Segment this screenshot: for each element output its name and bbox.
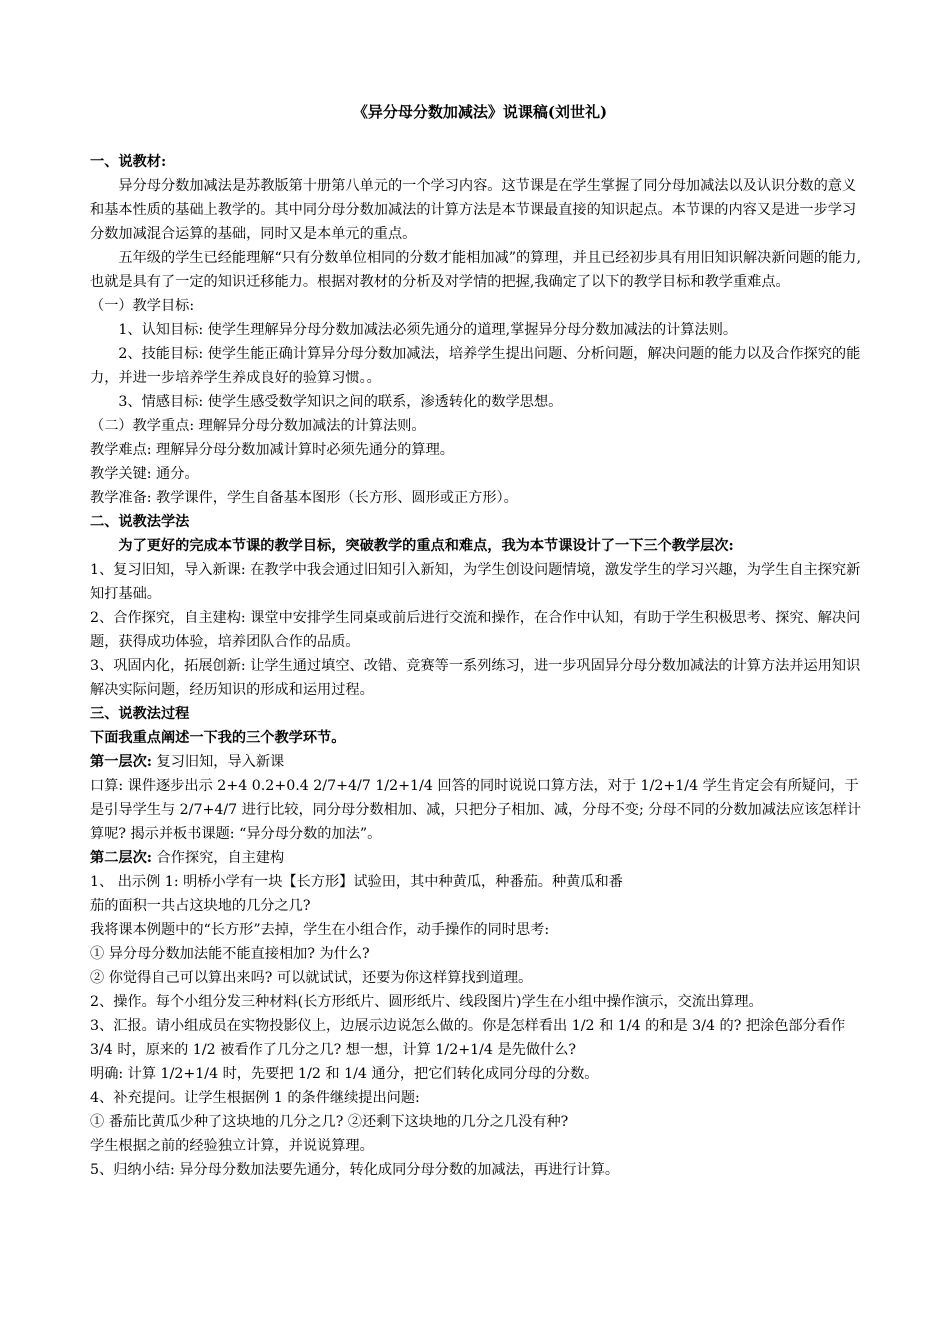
section-heading-methods: 二、说教法学法	[90, 514, 190, 530]
goal-item: 2、技能目标: 使学生能正确计算异分母分数加减法，培养学生提出问题、分析问题，解决问题的能力以及合作探究的能力，并进一步培养学生养成良好的验算习惯。。	[90, 346, 861, 386]
layer-two	[90, 846, 870, 870]
example-line: 我将课本例题中的“长方形”去掉，学生在小组合作，动手操作的同时思考:	[90, 922, 550, 938]
extra-answer: 学生根据之前的经验独立计算，并说说算理。	[90, 1138, 374, 1154]
process-intro: 下面我重点阐述一下我的三个教学环节。	[90, 730, 346, 746]
question-item: ① 异分母分数加法能不能直接相加? 为什么?	[90, 946, 370, 962]
extra-step: 4、补充提问。让学生根据例 1 的条件继续提出问题:	[90, 1090, 420, 1106]
method-item: 1、复习旧知，导入新课: 在教学中我会通过旧知引入新知，为学生创设问题情境，激发学生的学习兴趣，为学生自主探究新知打基础。	[90, 562, 861, 602]
subheading-goals: （一）教学目标:	[90, 298, 195, 314]
layer-one-label: 第一层次:	[90, 754, 152, 770]
extra-questions: ① 番茄比黄瓜少种了这块地的几分之几? ②还剩下这块地的几分之几没有种?	[90, 1114, 569, 1130]
clarify-step: 明确: 计算 1/2+1/4 时，先要把 1/2 和 1/4 通分，把它们转化成同分母的分数。	[90, 1066, 599, 1082]
goal-item: 3、情感目标: 使学生感受数学知识之间的联系，渗透转化的数学思想。	[118, 394, 563, 410]
goal-item: 1、认知目标: 使学生理解异分母分数加减法必须先通分的道理,掌握异分母分数加减法的计算法则。	[118, 322, 738, 338]
question-item: ② 你觉得自己可以算出来吗? 可以就试试，还要为你这样算找到道理。	[90, 970, 533, 986]
method-item: 2、合作探究，自主建构: 课堂中安排学生同桌或前后进行交流和操作，在合作中认知，有助于学生积极思考、探究、解决问题，获得成功体验，培养团队合作的品质。	[90, 610, 861, 650]
operation-step: 2、操作。每个小组分发三种材料(长方形纸片、圆形纸片、线段图片)学生在小组中操作演示，交流出算理。	[90, 994, 763, 1010]
key: 教学关键: 通分。	[90, 466, 199, 482]
difficulty: 教学难点: 理解异分母分数加减计算时必须先通分的算理。	[90, 442, 454, 458]
method-item: 3、巩固内化，拓展创新: 让学生通过填空、改错、竞赛等一系列练习，进一步巩固异分母分数加减法的计算方法并运用知识解决实际问题，经历知识的形成和运用过程。	[90, 658, 861, 698]
section-heading-textbook: 一、说教材:	[90, 154, 167, 170]
layer-one	[90, 750, 870, 774]
layer-two-text: 合作探究，自主建构	[152, 850, 285, 866]
page-title: 《异分母分数加减法》说课稿(刘世礼)	[352, 103, 608, 121]
methods-intro: 为了更好的完成本节课的教学目标，突破教学的重点和难点，我为本节课设计了一下三个教学层次:	[118, 538, 734, 554]
paragraph: 五年级的学生已经能理解“只有分数单位相同的分数才能相加减”的算理，并且已经初步具有用旧知识解决新问题的能力,也就是具有了一定的知识迁移能力。根据对教材的分析及对学情的把握,我确定了以下的教学目标和教学重难点。	[90, 250, 861, 290]
section-heading-process: 三、说教法过程	[90, 706, 190, 722]
report-step: 3、汇报。请小组成员在实物投影仪上，边展示边说怎么做的。你是怎样看出 1/2 和 1/4 的和是 3/4 的? 把涂色部分看作 3/4 时，原来的 1/2 被看作了几分之几? 想一想，计算 1/2+1/4 是先做什么?	[90, 1018, 846, 1058]
layer-one-text: 复习旧知，导入新课	[152, 754, 285, 770]
summary-step: 5、归纳小结: 异分母分数加法要先通分，转化成同分母分数的加减法，再进行计算。	[90, 1162, 620, 1178]
example-line: 茄的面积一共占这块地的几分之几?	[90, 898, 311, 914]
oral-calculation: 口算: 课件逐步出示 2+4 0.2+0.4 2/7+4/7 1/2+1/4 回答的同时说说口算方法，对于 1/2+1/4 学生肯定会有所疑问，于是引导学生与 2/7+4/7 进行比较，同分母分数相加、减，只把分子相加、减，分母不变; 分母不同的分数加减法应该怎样计算呢? 揭示并板书课题: “异分母分数的加法”。	[90, 778, 862, 842]
layer-two-label: 第二层次:	[90, 850, 152, 866]
paragraph: 异分母分数加减法是苏教版第十册第八单元的一个学习内容。这节课是在学生掌握了同分母加减法以及认识分数的意义和基本性质的基础上教学的。其中同分母分数加减法的计算方法是本节课最直接的知识起点。本节课的内容又是进一步学习分数加减混合运算的基础，同时又是本单元的重点。	[90, 178, 857, 242]
preparation: 教学准备: 教学课件，学生自备基本图形（长方形、圆形或正方形）。	[90, 490, 518, 506]
example-line: 1、 出示例 1: 明桥小学有一块【长方形】试验田，其中种黄瓜，种番茄。种黄瓜和番	[90, 874, 623, 890]
document-page	[90, 100, 870, 1182]
key-point: （二）教学重点: 理解异分母分数加减法的计算法则。	[90, 418, 426, 434]
